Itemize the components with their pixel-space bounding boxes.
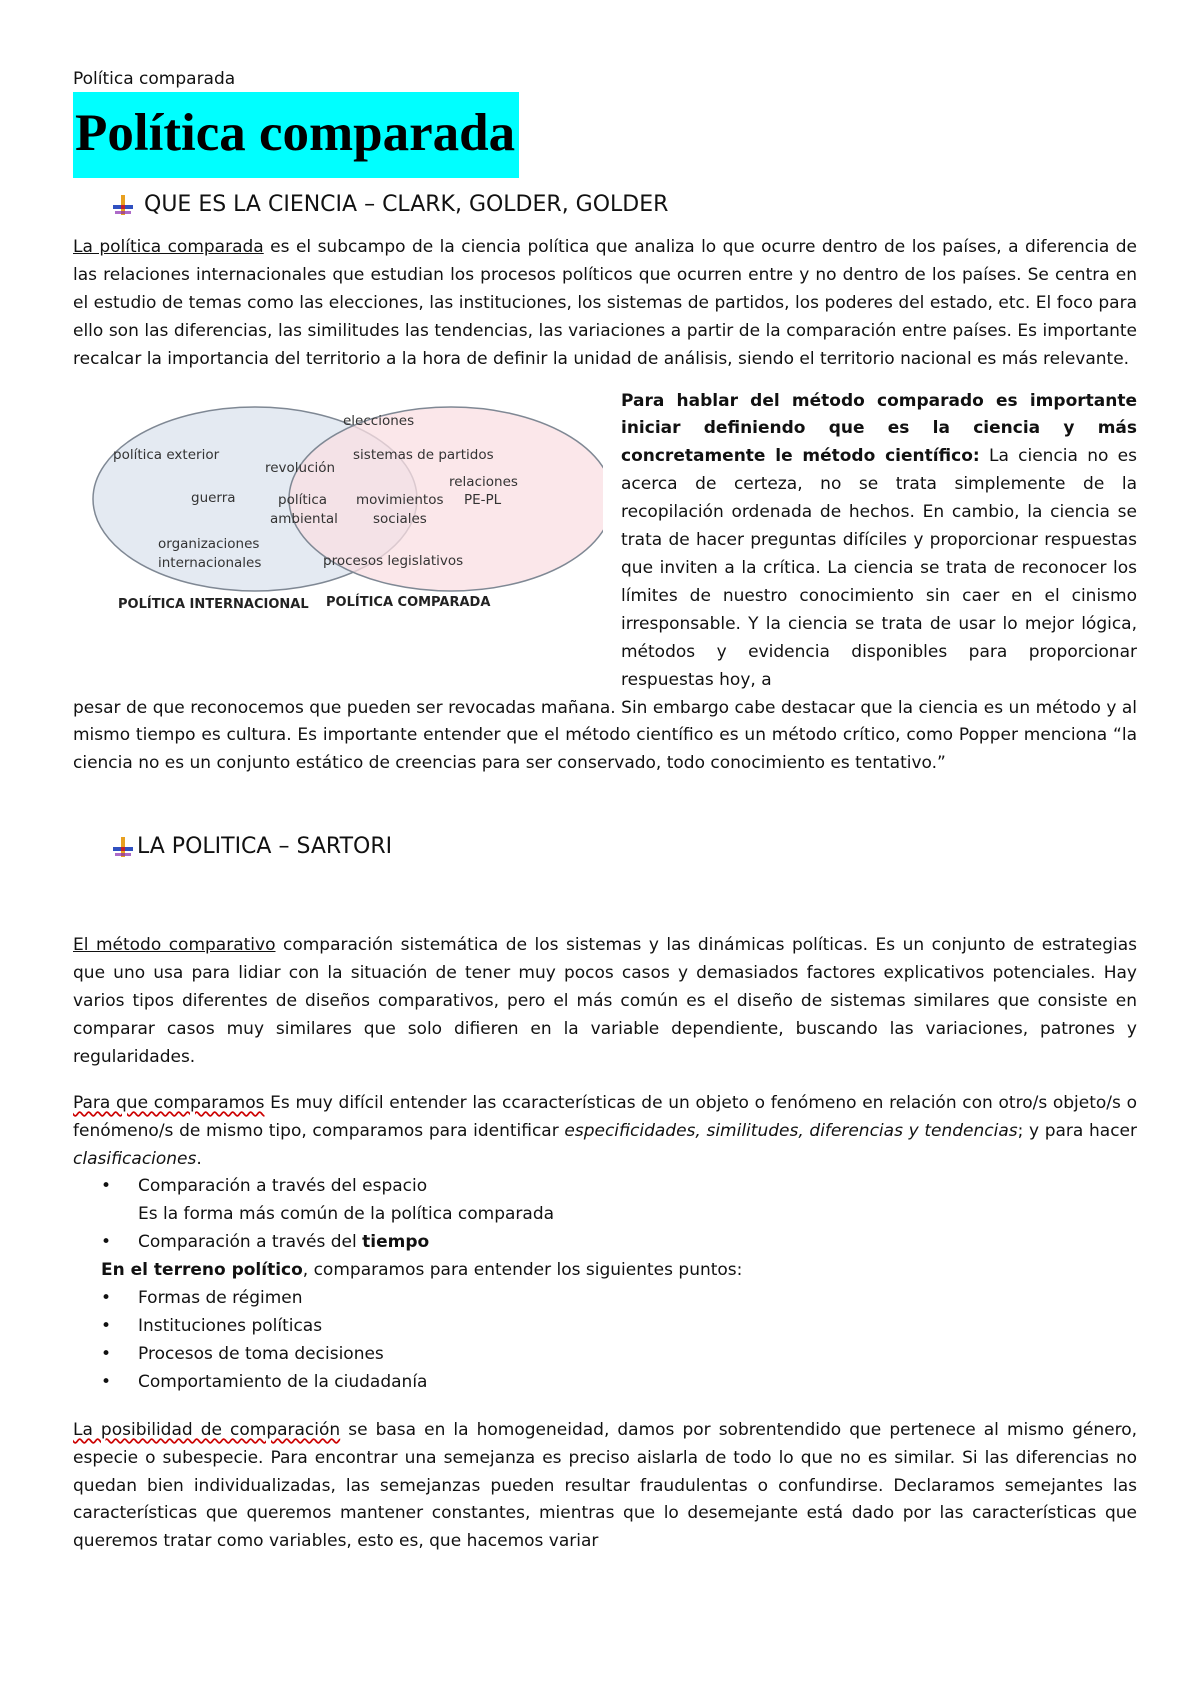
venn-overlap-item: revolución <box>265 459 336 476</box>
terreno-politico-line <box>73 1257 1137 1285</box>
floating-paragraph-text <box>621 388 1137 695</box>
venn-overlap-item: ambiental <box>270 510 338 527</box>
paragraph-text: es el subcampo de la ciencia política que analiza lo que ocurre dentro de los países, a diferencia de las relaciones internacionales que estudian los procesos políticos que ocurren entre y no dentro de los países. Se centra en el estudio de temas como las elecciones, las instituciones, los sistemas de partidos, los poderes del estado, etc. El foco para ello son las diferencias, las similitudes las tendencias, las variaciones a partir de la comparación entre países. Es importante recalcar la importancia del territorio a la hora de definir la unidad de análisis, siendo el territorio nacional es más relevante. <box>73 237 1137 369</box>
title-highlight <box>73 92 519 178</box>
page-header-label: Política comparada <box>73 69 236 89</box>
floating-paragraph <box>621 388 1137 695</box>
paragraph-text: ; y para hacer <box>1017 1120 1137 1141</box>
section-heading-sartori <box>111 832 1137 862</box>
venn-and-text <box>73 388 1137 695</box>
comparison-list <box>73 1173 1137 1201</box>
venn-left-item: organizaciones <box>158 535 260 552</box>
list-item <box>73 1229 1137 1257</box>
list-item: • Comparación a través del espacio <box>73 1173 1137 1201</box>
underlined-term: Para que comparamos <box>73 1092 265 1113</box>
paragraph-text: Es muy difícil entender las ccaracterísticas de un objeto o fenómeno en relación con otro/s objeto/s o fenómeno/s de mismo tipo, comparamos para identificar <box>73 1092 1137 1141</box>
paragraph-text: comparación sistemática de los sistemas y las dinámicas políticas. Es un conjunto de estrategias que uno usa para lidiar con la situación de tener muy pocos casos y demasiados factores explicativos potenciales. Hay varios tipos diferentes de diseños comparativos, pero el más común es el diseño de sistemas similares que consiste en comparar casos muy similares que solo difieren en la variable dependiente, buscando las variaciones, patrones y regularidades. <box>73 935 1137 1067</box>
document-body <box>73 68 1137 1556</box>
venn-right-item: movimientos <box>356 491 444 508</box>
points-list <box>73 1285 1137 1397</box>
comparison-list <box>73 1229 1137 1257</box>
paragraph-text: La ciencia no es acerca de certeza, no se trata simplemente de la recopilación ordenada de hechos. En cambio, la ciencia se trata de hacer preguntas difíciles y proporcionar respuestas que inviten a la crítica. La ciencia se trata de reconocer los límites de nuestro conocimiento sin caer en el cinismo irresponsable. Y la ciencia se trata de usar lo mejor lógica, métodos y evidencia disponibles para proporcionar respuestas hoy, a <box>621 446 1137 690</box>
bullet-cross-icon <box>111 835 135 859</box>
venn-left-item: internacionales <box>158 554 262 571</box>
paragraph-continuation: pesar de que reconocemos que pueden ser revocadas mañana. Sin embargo cabe destacar que la ciencia es un método y al mismo tiempo es cultura. Es importante entender que el método científico es un método crítico, como Popper menciona “la ciencia no es un conjunto estático de creencias para ser conservado, todo conocimiento es tentativo.” <box>73 697 1137 774</box>
italic-text: especificidades, similitudes, diferencias y tendencias <box>564 1120 1018 1141</box>
paragraph-para-que-comparamos <box>73 1090 1137 1174</box>
venn-diagram-container <box>73 388 603 695</box>
paragraph-text: . <box>196 1148 202 1169</box>
venn-right-item: relaciones <box>449 473 518 490</box>
venn-right-item: sistemas de partidos <box>353 446 494 463</box>
underlined-term: La política comparada <box>73 237 264 257</box>
section-heading-text: QUE ES LA CIENCIA – CLARK, GOLDER, GOLDER <box>144 192 669 217</box>
list-item-text: Comparación a través del <box>138 1232 363 1253</box>
bold-text: tiempo <box>362 1232 430 1253</box>
venn-left-label: POLÍTICA INTERNACIONAL <box>118 596 309 612</box>
venn-diagram <box>73 402 603 622</box>
venn-right-item: PE-PL <box>464 491 502 508</box>
venn-right-label: POLÍTICA COMPARADA <box>326 594 491 610</box>
bold-text: En el terreno político <box>101 1260 303 1281</box>
paragraph-posibilidad-comparacion <box>73 1417 1137 1557</box>
list-item: • Formas de régimen <box>73 1285 1137 1313</box>
bullet-cross-icon <box>111 193 135 217</box>
venn-left-item: guerra <box>191 489 236 506</box>
venn-left-item: política exterior <box>113 446 220 463</box>
list-item: • Comportamiento de la ciudadanía <box>73 1369 1137 1397</box>
paragraph-text: , comparamos para entender los siguientes puntos: <box>302 1260 743 1281</box>
section-heading-ciencia <box>111 190 1137 220</box>
underlined-term: El método comparativo <box>73 935 276 956</box>
list-item-subtext: Es la forma más común de la política comparada <box>138 1204 555 1225</box>
paragraph-text: se basa en la homogeneidad, damos por sobrentendido que pertenece al mismo género, especie o subespecie. Para encontrar una semejanza es preciso aislarla de todo lo que no es similar. Si las diferencias no quedan bien individualizadas, las semejanzas pueden resultar fraudulentas o confundirse. Declaramos semejantes las características que queremos mantener constantes, mientras que lo desemejante está dado por las características que queremos tratar como variables, esto es, que hacemos variar <box>73 1419 1138 1552</box>
venn-right-item: sociales <box>373 510 427 527</box>
italic-text: clasificaciones <box>73 1148 197 1169</box>
bold-intro: Para hablar del método comparado es importante iniciar definiendo que es la ciencia y más concretamente le método científico: <box>621 390 1137 467</box>
page-title: Política comparada <box>75 104 516 162</box>
venn-overlap-item: política <box>278 491 328 508</box>
section-heading-text: LA POLITICA – SARTORI <box>137 834 393 860</box>
paragraph-politica-comparada <box>73 234 1137 374</box>
list-item: • Procesos de toma decisiones <box>73 1341 1137 1369</box>
venn-right-item: procesos legislativos <box>323 552 464 569</box>
venn-right-item: elecciones <box>343 412 415 429</box>
list-item: • Instituciones políticas <box>73 1313 1137 1341</box>
paragraph-metodo-comparativo <box>73 932 1137 1072</box>
underlined-term: La posibilidad de comparación <box>73 1419 341 1440</box>
